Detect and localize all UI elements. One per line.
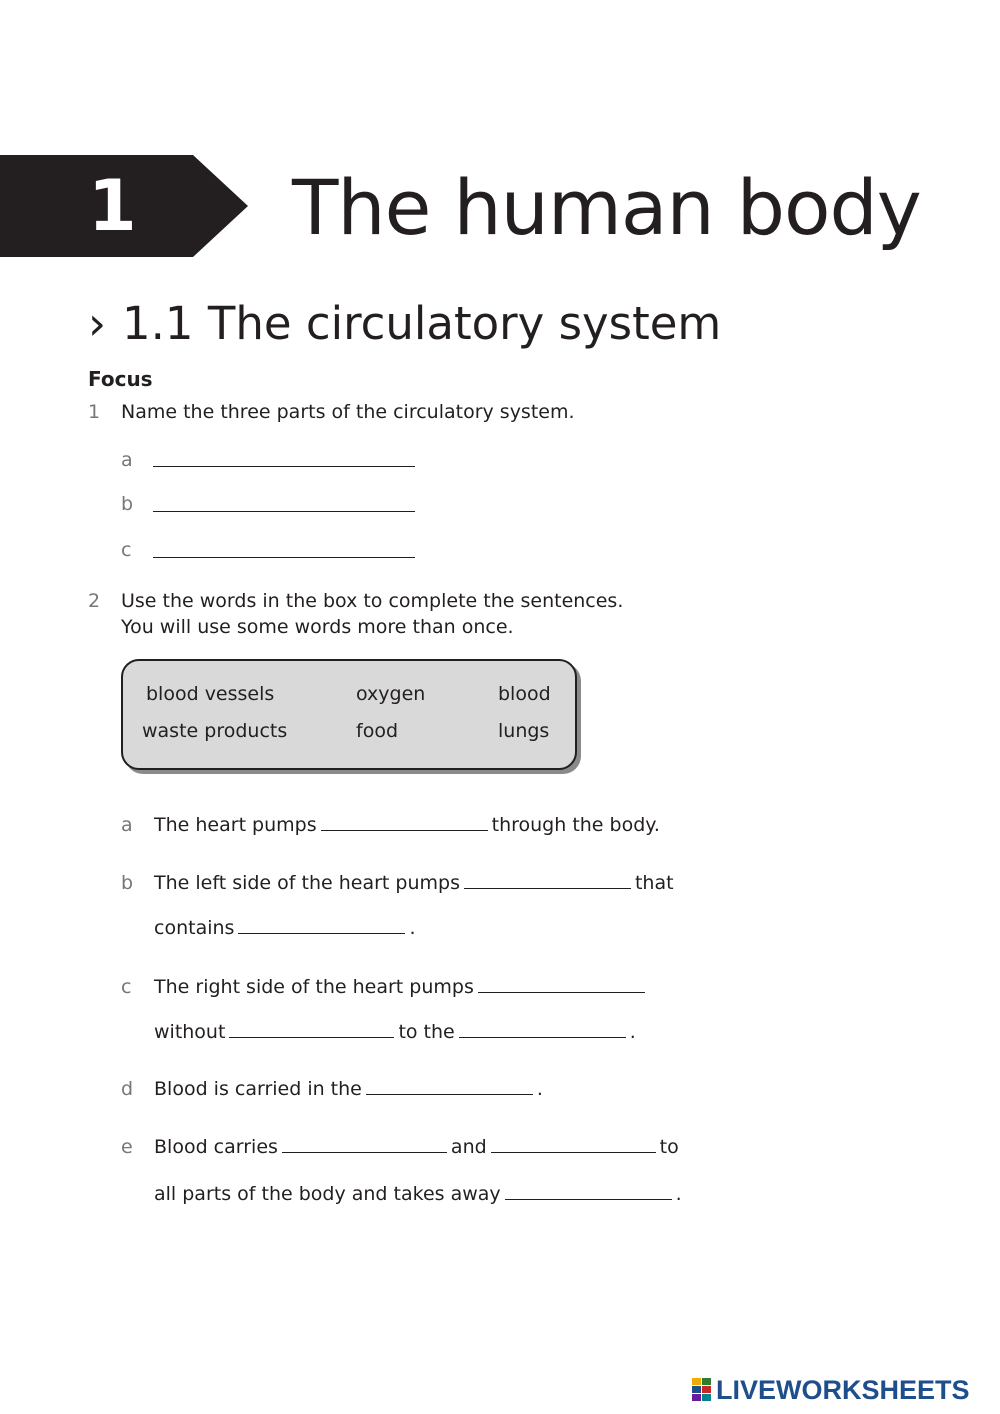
chapter-number: 1 [88, 165, 137, 247]
liveworksheets-logo-icon [692, 1378, 712, 1402]
sentence-part: through the body. [491, 814, 660, 836]
brand-name: LIVEWORKSHEETS [716, 1374, 970, 1405]
sentence-part: . [675, 1183, 682, 1205]
sentence-part: to [659, 1136, 679, 1158]
answer-blank-1c[interactable] [153, 557, 415, 558]
section-heading [88, 296, 721, 352]
item-letter: c [121, 976, 132, 998]
answer-blank[interactable] [505, 1180, 672, 1200]
focus-label: Focus [88, 367, 153, 391]
answer-blank[interactable] [366, 1075, 533, 1095]
answer-blank[interactable] [229, 1018, 394, 1038]
question-text: Name the three parts of the circulatory system. [121, 401, 575, 423]
sentence-part: . [536, 1078, 543, 1100]
word-box-item: oxygen [356, 683, 426, 705]
sentence-part: The heart pumps [154, 814, 317, 836]
sentence-part: Blood is carried in the [154, 1078, 362, 1100]
answer-blank[interactable] [491, 1133, 656, 1153]
word-box-item: waste products [142, 720, 288, 742]
q2-item-a [121, 811, 660, 838]
q2-item-b-line2 [154, 914, 415, 941]
q2-item-e [121, 1133, 679, 1160]
answer-blank[interactable] [282, 1133, 447, 1153]
sentence-part: The left side of the heart pumps [154, 872, 460, 894]
sentence-part: without [154, 1021, 226, 1043]
answer-blank[interactable] [464, 869, 631, 889]
item-letter: a [121, 814, 133, 836]
word-box-item: blood [498, 683, 551, 705]
item-letter: b [121, 493, 134, 515]
sentence-part: . [409, 917, 416, 939]
item-letter: b [121, 872, 134, 894]
item-letter: a [121, 449, 133, 471]
q2-item-b [121, 869, 674, 896]
question-text-line2: You will use some words more than once. [121, 616, 514, 638]
item-letter: d [121, 1078, 134, 1100]
sentence-part: Blood carries [154, 1136, 278, 1158]
word-box-item: lungs [498, 720, 550, 742]
sentence-part: that [634, 872, 674, 894]
q2-item-c [121, 973, 649, 1000]
liveworksheets-logo [692, 1374, 970, 1406]
sentence-part: The right side of the heart pumps [154, 976, 474, 998]
question-number: 1 [88, 401, 101, 423]
word-box [121, 659, 577, 770]
answer-blank[interactable] [321, 811, 488, 831]
q2-item-e-line2 [154, 1180, 682, 1207]
page-title: The human body [292, 163, 921, 252]
word-box-item: food [356, 720, 398, 742]
q2-item-c-line2 [154, 1018, 636, 1045]
sentence-part: . [629, 1021, 636, 1043]
question-text-line1: Use the words in the box to complete the sentences. [121, 590, 624, 612]
chevron-right-icon: › [88, 297, 106, 350]
answer-blank-1a[interactable] [153, 466, 415, 467]
item-letter: e [121, 1136, 133, 1158]
answer-blank[interactable] [478, 973, 645, 993]
question-number: 2 [88, 590, 101, 612]
sentence-part: to the [398, 1021, 455, 1043]
section-title: 1.1 The circulatory system [122, 297, 722, 350]
q2-item-d [121, 1075, 543, 1102]
word-box-item: blood vessels [146, 683, 275, 705]
answer-blank[interactable] [238, 914, 405, 934]
answer-blank-1b[interactable] [153, 511, 415, 512]
sentence-part: all parts of the body and takes away [154, 1183, 501, 1205]
sentence-part: and [450, 1136, 487, 1158]
item-letter: c [121, 539, 132, 561]
answer-blank[interactable] [459, 1018, 626, 1038]
sentence-part: contains [154, 917, 235, 939]
